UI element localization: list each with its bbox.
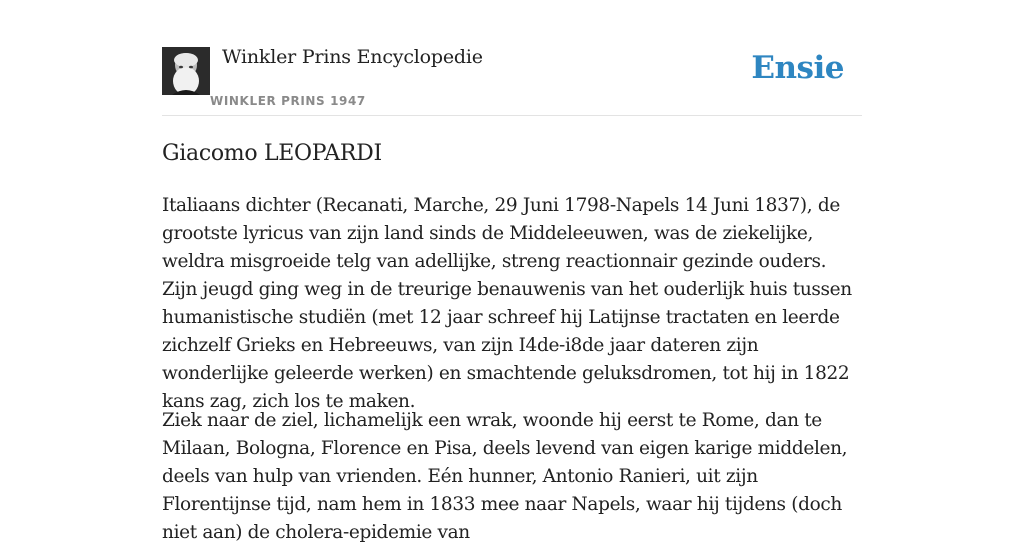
article-paragraph: Ziek naar de ziel, lichamelijk een wrak, woonde hij eerst te Rome, dan te Milaan, Bologna, Florence en Pisa, deels levend van eigen karige middelen, deels van hulp van vrienden. Eén hunner, Antonio Ranieri, uit zijn Florentijnse tijd, nam hem in 1833 mee naar Napels, waar hij tijdens (doch niet aan) de cholera-epidemie van (162, 410, 848, 543)
page-container (162, 0, 862, 543)
site-title[interactable]: Winkler Prins Encyclopedie (222, 46, 483, 68)
article-title: Giacomo LEOPARDI (162, 141, 382, 166)
brand-logo[interactable]: Ensie (751, 50, 844, 86)
edition-label[interactable]: WINKLER PRINS 1947 (210, 94, 366, 108)
site-header (162, 0, 862, 116)
portrait-avatar-icon[interactable] (162, 47, 210, 95)
article-paragraph: Italiaans dichter (Recanati, Marche, 29 Juni 1798-Napels 14 Juni 1837), de grootste lyricus van zijn land sinds de Middeleeuwen, was de ziekelijke, weldra misgroeide telg van adellijke, streng reactionnair gezinde ouders. Zijn jeugd ging weg in de treurige benauwenis van het ouderlijk huis tussen humanistische studiën (met 12 jaar schreef hij Latijnse tractaten en leerde zichzelf Grieks en Hebreeuws, van zijn I4de-i8de jaar dateren zijn wonderlijke geleerde werken) en smachtende geluksdromen, tot hij in 1822 kans zag, zich los te maken. (162, 195, 852, 412)
